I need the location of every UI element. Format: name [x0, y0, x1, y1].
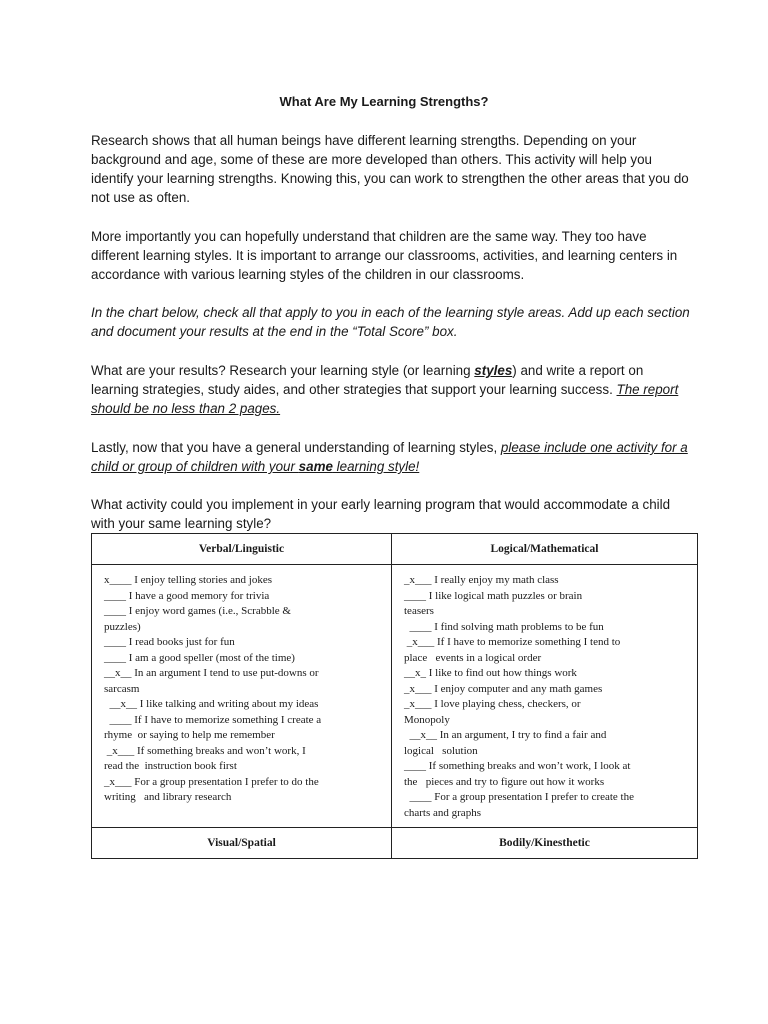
checklist-item: teasers — [404, 605, 434, 617]
table-header-row — [92, 534, 698, 565]
activity-paragraph — [91, 438, 691, 476]
logical-mathematical-header: Logical/Mathematical — [392, 534, 698, 565]
verbal-linguistic-cell — [92, 565, 392, 828]
checklist-item: _x___ If I have to memorize something I tend to — [404, 636, 621, 648]
results-paragraph — [91, 361, 691, 418]
checklist-item: ____ I have a good memory for trivia — [104, 589, 270, 602]
logical-mathematical-cell — [392, 565, 698, 828]
checklist-item: place events in a logical order — [404, 651, 542, 664]
checklist-item: ____ I read books just for fun — [104, 636, 235, 648]
checklist-item: ____ I enjoy word games (i.e., Scrabble & — [104, 605, 291, 617]
checklist-item: ____ I am a good speller (most of the time) — [104, 651, 295, 664]
checklist-item: ____ If I have to memorize something I create a — [104, 713, 322, 726]
results-text-part2: ) and write a report on learning strategies, study aides, and other strategies that support your learning success. — [91, 363, 644, 397]
checklist-item: rhyme or saying to help me remember — [104, 729, 275, 741]
checklist-item: writing and library research — [104, 791, 232, 803]
visual-spatial-header: Visual/Spatial — [92, 828, 392, 859]
activity-text-part1: Lastly, now that you have a general understanding of learning styles, — [91, 440, 501, 455]
importance-text: More importantly you can hopefully understand that children are the same way. They too have different learning styles. It is important to arrange our classrooms, activities, and learning centers in accordance with various learning styles of the children in our classrooms. — [91, 229, 678, 282]
checklist-item: __x__ In an argument I tend to use put-downs or — [104, 667, 319, 679]
learning-styles-table — [91, 533, 698, 859]
instructions-paragraph — [91, 303, 691, 341]
verbal-linguistic-header: Verbal/Linguistic — [92, 534, 392, 565]
checklist-item: charts and graphs — [404, 806, 481, 819]
activity-text — [91, 438, 691, 476]
table-second-header-row — [92, 828, 698, 859]
checklist-item: read the instruction book first — [104, 760, 237, 772]
checklist-item: ____ If something breaks and won’t work, I look at — [404, 760, 631, 772]
checklist-item: __x__ I like talking and writing about my ideas — [104, 698, 319, 710]
intro-paragraph — [91, 131, 691, 207]
table-body-row — [92, 565, 698, 828]
verbal-linguistic-checklist — [92, 565, 391, 806]
results-text — [91, 361, 691, 418]
checklist-item: x____ I enjoy telling stories and jokes — [104, 574, 273, 586]
checklist-item: the pieces and try to figure out how it works — [404, 775, 605, 788]
logical-mathematical-checklist — [392, 565, 697, 821]
report-length-note: The report should be no less than 2 pages. — [91, 382, 679, 416]
checklist-item: _x___ I love playing chess, checkers, or — [404, 698, 581, 710]
instructions-text: In the chart below, check all that apply to you in each of the learning style areas. Add up each section and document your results at the end in the “Total Score” box. — [91, 305, 690, 339]
checklist-item: _x___ I really enjoy my math class — [404, 574, 559, 586]
page-title: What Are My Learning Strengths? — [279, 94, 489, 109]
intro-text: Research shows that all human beings have different learning strengths. Depending on your background and age, some of these are more developed than others. This activity will help you identify your learning strengths. Knowing this, you can work to strengthen the other areas that you do not use as often. — [91, 133, 689, 205]
activity-underline-1: please include one activity for a child or group of children with your — [91, 440, 688, 474]
checklist-item: ____ I like logical math puzzles or brain — [404, 589, 583, 602]
same-emphasis: same — [298, 459, 333, 474]
checklist-item: sarcasm — [104, 682, 140, 695]
checklist-item: puzzles) — [104, 620, 141, 633]
checklist-item: ____ For a group presentation I prefer to create the — [404, 791, 634, 803]
checklist-item: _x___ If something breaks and won’t work, I — [104, 744, 306, 757]
checklist-item: Monopoly — [404, 713, 450, 726]
bodily-kinesthetic-header: Bodily/Kinesthetic — [392, 828, 698, 859]
checklist-item: logical solution — [404, 744, 478, 757]
results-text-part1: What are your results? Research your learning style (or learning — [91, 363, 475, 378]
activity-underline-2: learning style! — [332, 459, 420, 474]
question-paragraph — [91, 495, 691, 533]
question-text: What activity could you implement in your early learning program that would accommodate a child with your same learning style? — [91, 497, 671, 531]
checklist-item: __x__ In an argument, I try to find a fair and — [404, 729, 607, 741]
checklist-item: ____ I find solving math problems to be fun — [404, 620, 604, 633]
checklist-item: __x_ I like to find out how things work — [404, 667, 577, 679]
importance-paragraph — [91, 227, 691, 284]
styles-emphasis: styles — [474, 363, 513, 378]
checklist-item: _x___ I enjoy computer and any math games — [404, 682, 603, 695]
checklist-item: _x___ For a group presentation I prefer to do the — [104, 775, 319, 788]
